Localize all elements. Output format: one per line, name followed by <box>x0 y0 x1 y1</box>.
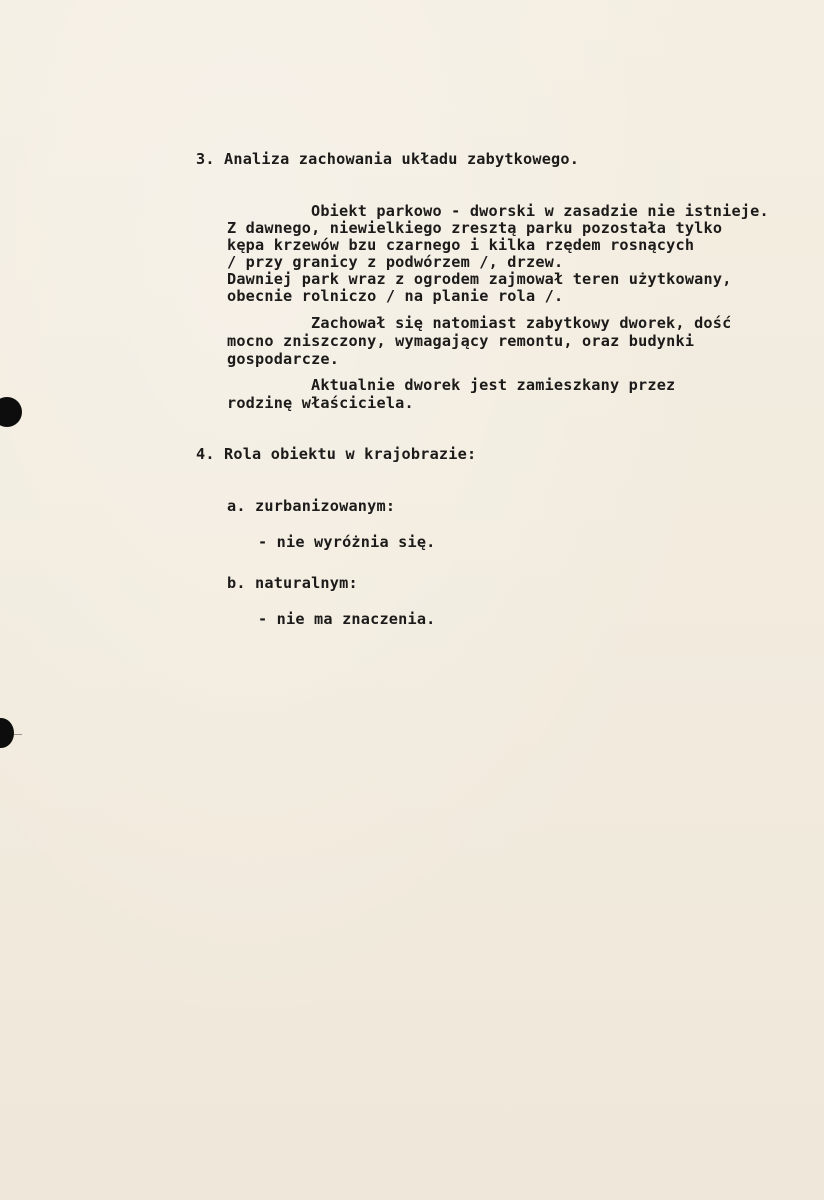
text-line: Dawniej park wraz z ogrodem zajmował teren użytkowany, <box>227 270 732 288</box>
text-line: / przy granicy z podwórzem /, drzew. <box>227 253 564 271</box>
text-line: kępa krzewów bzu czarnego i kilka rzędem rosnących <box>227 236 695 254</box>
scan-mark <box>14 734 22 735</box>
section-3-heading: 3. Analiza zachowania układu zabytkowego. <box>196 150 580 168</box>
item-b-value: - nie ma znaczenia. <box>258 610 436 628</box>
text-line: gospodarcze. <box>227 350 340 368</box>
item-a-value: - nie wyróżnia się. <box>258 533 436 551</box>
text-line: rodzinę właściciela. <box>227 394 414 412</box>
item-b-label: b. naturalnym: <box>227 574 358 592</box>
item-a-label: a. zurbanizowanym: <box>227 497 396 515</box>
text-line: Obiekt parkowo - dworski w zasadzie nie istnieje. <box>311 202 769 220</box>
binder-hole-bottom <box>0 718 14 748</box>
section-4-heading: 4. Rola obiektu w krajobrazie: <box>196 445 477 463</box>
text-line: Z dawnego, niewielkiego zresztą parku pozostała tylko <box>227 219 723 237</box>
text-line: obecnie rolniczo / na planie rola /. <box>227 287 564 305</box>
text-line: mocno zniszczony, wymagający remontu, oraz budynki <box>227 332 695 350</box>
text-line: Zachował się natomiast zabytkowy dworek, dość <box>311 314 732 332</box>
binder-hole-top <box>0 397 22 427</box>
text-line: Aktualnie dworek jest zamieszkany przez <box>311 376 676 394</box>
